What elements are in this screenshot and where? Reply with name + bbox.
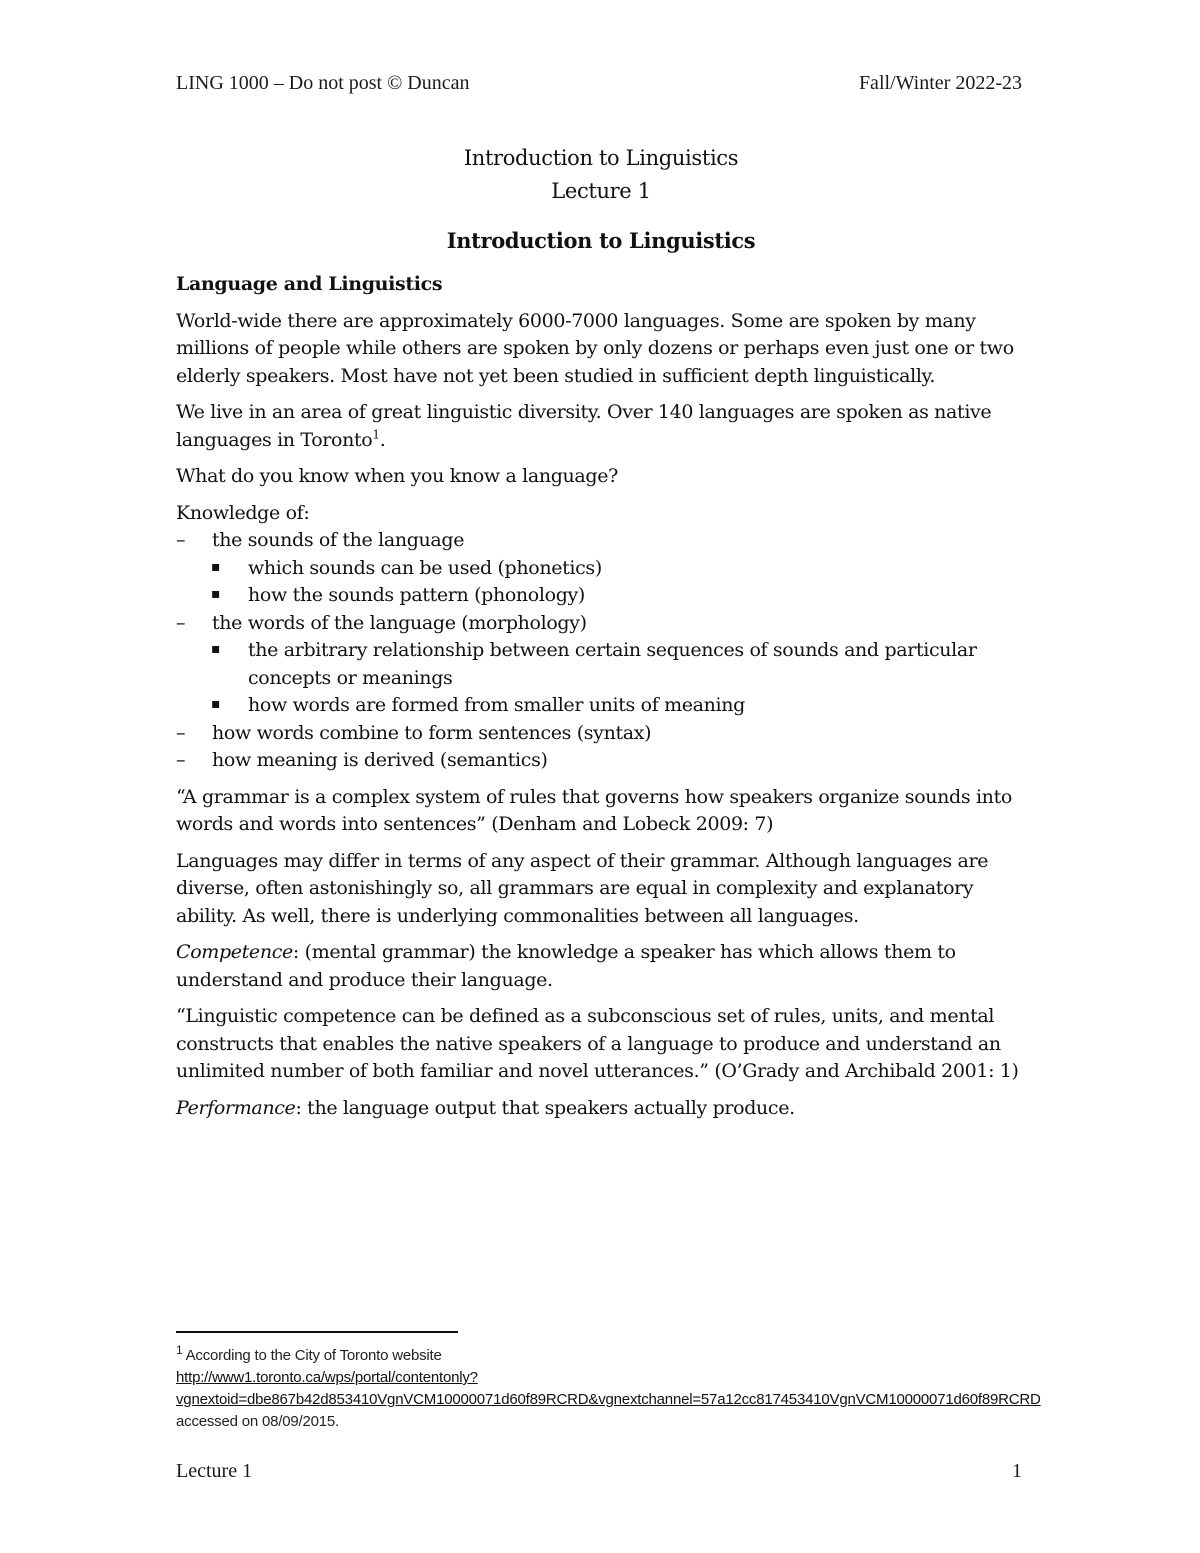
course-title: Introduction to Linguistics: [463, 146, 739, 170]
section-heading: Language and Linguistics: [176, 273, 443, 295]
footer-left: Lecture 1: [176, 1460, 253, 1482]
list-item-text: how words combine to form sentences (syntax): [212, 721, 652, 744]
footnote-number: 1: [176, 1343, 183, 1357]
list-item-text: the words of the language (morphology): [212, 611, 587, 634]
paragraph-toronto-end: .: [379, 428, 386, 451]
list-item: [176, 747, 1026, 775]
footnote-reference[interactable]: 1: [372, 427, 380, 442]
sub-list-item: [176, 637, 1026, 692]
competence-text: : (mental grammar) the knowledge a speaker has which allows them to understand and produce their language.: [176, 941, 956, 991]
footnote-link[interactable]: http://www1.toronto.ca/wps/portal/contentonly?vgnextoid=dbe867b42d853410VgnVCM10000071d60f89RCRD&vgnextchannel=57a12cc817453410VgnVCM10000071d60f89RCRD: [176, 1369, 1041, 1408]
sub-list-item: [176, 555, 1026, 583]
bullet-marker: ▪: [211, 586, 221, 602]
sub-list-item-text: which sounds can be used (phonetics): [248, 556, 602, 579]
performance-definition: [176, 1095, 1026, 1123]
competence-definition: [176, 939, 1026, 994]
bullet-marker: ▪: [211, 696, 221, 712]
paragraph-question: What do you know when you know a language?: [176, 465, 618, 487]
list-item: [176, 527, 1026, 555]
paragraph-languages-count: World-wide there are approximately 6000-7000 languages. Some are spoken by many millions of people while others are spoken by only dozens or perhaps even just one or two elderly speakers. Most have not yet been studied in sufficient depth linguistically.: [176, 309, 1014, 387]
sub-list-item: [176, 582, 1026, 610]
knowledge-label: Knowledge of:: [176, 501, 310, 524]
list-item: [176, 610, 1026, 638]
list-item: [176, 720, 1026, 748]
footnote-text: According to the City of Toronto website: [182, 1347, 442, 1364]
paragraph-grammar-diversity: Languages may differ in terms of any aspect of their grammar. Although languages are diverse, often astonishingly so, all grammars are equal in complexity and explanatory ability. As well, there is underlying commonalities between all languages.: [176, 849, 989, 927]
lecture-number: Lecture 1: [551, 179, 651, 203]
header-left: LING 1000 – Do not post © Duncan: [176, 72, 470, 94]
dash-marker: –: [176, 749, 186, 771]
header-right: Fall/Winter 2022-23: [858, 72, 1022, 94]
sub-list-item-text: how words are formed from smaller units of meaning: [248, 694, 745, 716]
page-body: [176, 142, 1026, 1122]
dash-marker: –: [176, 721, 186, 744]
bullet-marker: ▪: [211, 558, 221, 575]
page-number: 1: [1012, 1460, 1022, 1482]
performance-term: Performance: [176, 1096, 296, 1119]
bullet-marker: ▪: [211, 641, 221, 657]
dash-marker: –: [176, 529, 186, 551]
footnote-divider: [176, 1331, 458, 1333]
sub-list-item: [176, 692, 1026, 720]
page-title: Introduction to Linguistics: [446, 228, 756, 253]
paragraph-toronto: [176, 399, 1026, 454]
knowledge-list: [176, 527, 1026, 775]
footnote: [176, 1343, 1041, 1433]
quote-competence: “Linguistic competence can be defined as a subconscious set of rules, units, and mental constructs that enables the native speakers of a language to produce and understand an unlimited number of both familiar and novel utterances.” (O’Grady and Archibald 2001: 1): [176, 1005, 1019, 1082]
sub-list-item-text: the arbitrary relationship between certain sequences of sounds and particular concepts or meanings: [248, 639, 977, 689]
performance-text: : the language output that speakers actually produce.: [295, 1096, 795, 1119]
list-item-text: how meaning is derived (semantics): [212, 749, 548, 771]
competence-term: Competence: [176, 941, 293, 963]
sub-list-item-text: how the sounds pattern (phonology): [248, 584, 585, 606]
quote-grammar: “A grammar is a complex system of rules that governs how speakers organize sounds into words and words into sentences” (Denham and Lobeck 2009: 7): [176, 785, 1012, 835]
paragraph-toronto-text: We live in an area of great linguistic diversity. Over 140 languages are spoken as native languages in Toronto: [176, 401, 992, 451]
list-item-text: the sounds of the language: [212, 529, 465, 551]
dash-marker: –: [176, 611, 186, 634]
footnote-suffix: accessed on 08/09/2015.: [176, 1413, 340, 1430]
